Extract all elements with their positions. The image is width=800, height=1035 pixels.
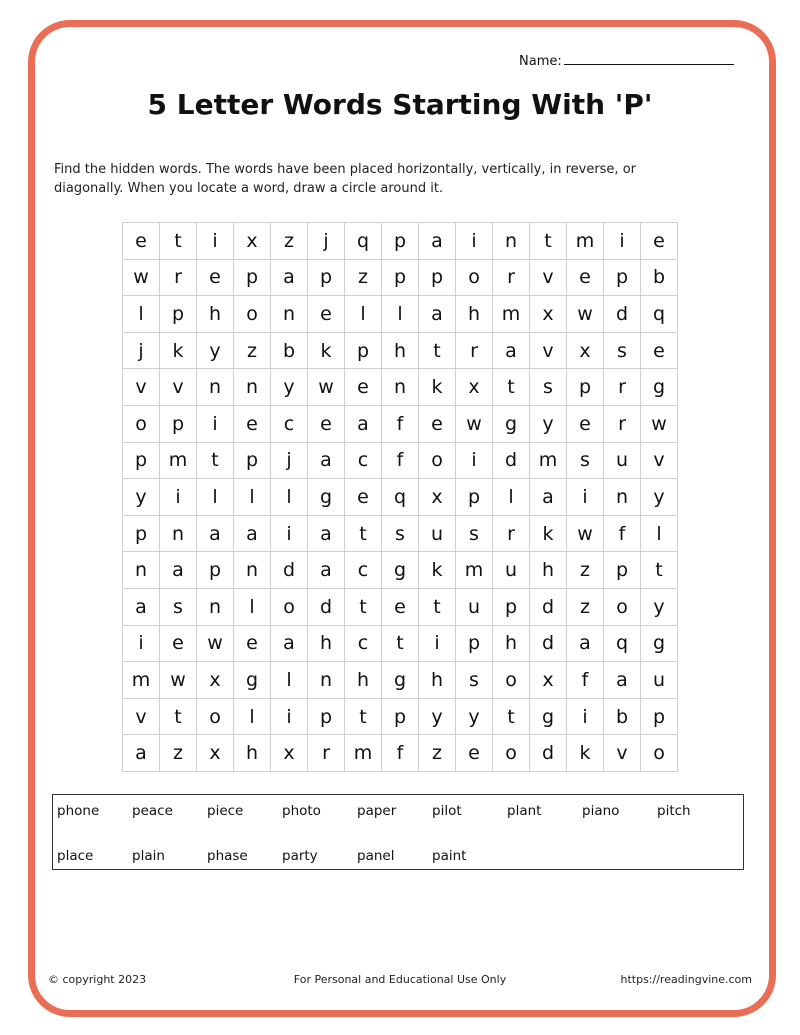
grid-cell[interactable]: y [641, 589, 678, 626]
grid-cell[interactable]: n [271, 296, 308, 333]
grid-cell[interactable]: s [456, 662, 493, 699]
grid-cell[interactable]: v [604, 735, 641, 772]
grid-cell[interactable]: z [160, 735, 197, 772]
grid-cell[interactable]: i [160, 479, 197, 516]
grid-cell[interactable]: n [160, 516, 197, 553]
grid-cell[interactable]: y [123, 479, 160, 516]
grid-cell[interactable]: l [271, 662, 308, 699]
grid-cell[interactable]: a [123, 735, 160, 772]
grid-cell[interactable]: h [382, 333, 419, 370]
grid-cell[interactable]: j [271, 443, 308, 480]
grid-cell[interactable]: h [345, 662, 382, 699]
grid-cell[interactable]: g [641, 626, 678, 663]
grid-cell[interactable]: t [345, 516, 382, 553]
grid-cell[interactable]: e [419, 406, 456, 443]
grid-cell[interactable]: q [641, 296, 678, 333]
grid-cell[interactable]: d [530, 626, 567, 663]
grid-cell[interactable]: f [567, 662, 604, 699]
grid-cell[interactable]: v [160, 369, 197, 406]
word-bank-item: piano [582, 803, 620, 819]
grid-cell[interactable]: o [271, 589, 308, 626]
grid-cell[interactable]: e [160, 626, 197, 663]
grid-cell[interactable]: p [641, 699, 678, 736]
grid-cell[interactable]: f [382, 735, 419, 772]
grid-cell[interactable]: q [382, 479, 419, 516]
grid-cell[interactable]: d [604, 296, 641, 333]
grid-cell[interactable]: t [493, 699, 530, 736]
word-bank-item: paint [432, 848, 467, 864]
grid-cell[interactable]: a [271, 260, 308, 297]
grid-cell[interactable]: i [123, 626, 160, 663]
grid-cell[interactable]: x [197, 735, 234, 772]
grid-cell[interactable]: y [530, 406, 567, 443]
grid-cell[interactable]: p [123, 516, 160, 553]
grid-cell[interactable]: l [382, 296, 419, 333]
grid-cell[interactable]: a [234, 516, 271, 553]
grid-cell[interactable]: n [382, 369, 419, 406]
grid-cell[interactable]: v [530, 333, 567, 370]
grid-cell[interactable]: e [345, 369, 382, 406]
grid-cell[interactable]: y [456, 699, 493, 736]
grid-cell[interactable]: j [123, 333, 160, 370]
grid-cell[interactable]: i [567, 699, 604, 736]
grid-cell[interactable]: s [160, 589, 197, 626]
grid-cell[interactable]: p [604, 260, 641, 297]
word-bank-item: pilot [432, 803, 462, 819]
grid-cell[interactable]: w [567, 296, 604, 333]
grid-cell[interactable]: l [271, 479, 308, 516]
grid-cell[interactable]: i [604, 223, 641, 260]
grid-cell[interactable]: d [493, 443, 530, 480]
word-bank-item: place [57, 848, 94, 864]
grid-cell[interactable]: w [123, 260, 160, 297]
grid-cell[interactable]: c [345, 552, 382, 589]
grid-cell[interactable]: r [493, 516, 530, 553]
grid-cell[interactable]: m [567, 223, 604, 260]
grid-cell[interactable]: r [604, 369, 641, 406]
grid-cell[interactable]: p [604, 552, 641, 589]
word-bank-item: paper [357, 803, 397, 819]
grid-cell[interactable]: e [308, 406, 345, 443]
grid-cell[interactable]: p [567, 369, 604, 406]
grid-cell[interactable]: k [308, 333, 345, 370]
grid-cell[interactable]: e [641, 333, 678, 370]
grid-cell[interactable]: g [382, 662, 419, 699]
instructions: Find the hidden words. The words have been placed horizontally, vertically, in reverse, or diagonally. When you locate a word, draw a circle around it. [54, 162, 636, 196]
grid-cell[interactable]: s [604, 333, 641, 370]
grid-cell[interactable]: p [123, 443, 160, 480]
word-bank-item: pitch [657, 803, 691, 819]
grid-cell[interactable]: u [456, 589, 493, 626]
grid-cell[interactable]: n [197, 589, 234, 626]
grid-cell[interactable]: u [641, 662, 678, 699]
grid-cell[interactable]: p [234, 260, 271, 297]
grid-cell[interactable]: h [456, 296, 493, 333]
grid-cell[interactable]: t [419, 333, 456, 370]
grid-cell[interactable]: q [345, 223, 382, 260]
grid-cell[interactable]: t [641, 552, 678, 589]
grid-cell[interactable]: a [123, 589, 160, 626]
grid-cell[interactable]: t [493, 369, 530, 406]
grid-cell[interactable]: t [160, 223, 197, 260]
grid-cell[interactable]: p [160, 296, 197, 333]
grid-cell[interactable]: e [345, 479, 382, 516]
grid-cell[interactable]: e [567, 406, 604, 443]
word-bank-item: panel [357, 848, 395, 864]
word-bank-item: plain [132, 848, 165, 864]
grid-cell[interactable]: n [123, 552, 160, 589]
grid-cell[interactable]: i [197, 223, 234, 260]
grid-cell[interactable]: i [271, 699, 308, 736]
grid-cell[interactable]: x [530, 662, 567, 699]
grid-cell[interactable]: a [160, 552, 197, 589]
grid-cell[interactable]: p [456, 479, 493, 516]
grid-cell[interactable]: m [123, 662, 160, 699]
grid-cell[interactable]: p [493, 589, 530, 626]
grid-cell[interactable]: k [530, 516, 567, 553]
name-label: Name: [519, 54, 562, 69]
grid-cell[interactable]: c [345, 443, 382, 480]
grid-cell[interactable]: k [419, 552, 456, 589]
grid-cell[interactable]: l [493, 479, 530, 516]
grid-cell[interactable]: r [160, 260, 197, 297]
grid-cell[interactable]: h [197, 296, 234, 333]
name-field[interactable] [519, 52, 734, 69]
grid-cell[interactable]: l [345, 296, 382, 333]
grid-cell[interactable]: n [234, 552, 271, 589]
grid-cell[interactable]: z [271, 223, 308, 260]
name-blank-line[interactable] [564, 52, 734, 65]
word-bank-item: party [282, 848, 318, 864]
grid-cell[interactable]: g [493, 406, 530, 443]
grid-cell[interactable]: t [530, 223, 567, 260]
grid-cell[interactable]: u [604, 443, 641, 480]
word-bank-item: photo [282, 803, 321, 819]
page-title: 5 Letter Words Starting With 'P' [147, 88, 653, 121]
grid-cell[interactable]: n [493, 223, 530, 260]
grid-cell[interactable]: e [234, 626, 271, 663]
grid-cell[interactable]: f [604, 516, 641, 553]
grid-cell[interactable]: i [197, 406, 234, 443]
grid-cell[interactable]: l [641, 516, 678, 553]
grid-cell[interactable]: x [197, 662, 234, 699]
grid-cell[interactable]: u [493, 552, 530, 589]
grid-cell[interactable]: e [456, 735, 493, 772]
grid-cell[interactable]: g [530, 699, 567, 736]
grid-cell[interactable]: t [345, 589, 382, 626]
grid-cell[interactable]: l [234, 479, 271, 516]
grid-cell[interactable]: a [419, 296, 456, 333]
grid-cell[interactable]: d [308, 589, 345, 626]
grid-cell[interactable]: r [493, 260, 530, 297]
grid-cell[interactable]: d [530, 589, 567, 626]
grid-cell[interactable]: k [419, 369, 456, 406]
grid-cell[interactable]: y [641, 479, 678, 516]
grid-cell[interactable]: a [308, 552, 345, 589]
grid-cell[interactable]: o [604, 589, 641, 626]
word-bank [52, 794, 744, 870]
grid-cell[interactable]: k [160, 333, 197, 370]
grid-cell[interactable]: g [641, 369, 678, 406]
grid-cell[interactable]: y [271, 369, 308, 406]
grid-cell[interactable]: x [419, 479, 456, 516]
grid-cell[interactable]: s [567, 443, 604, 480]
grid-cell[interactable]: y [197, 333, 234, 370]
grid-cell[interactable]: m [456, 552, 493, 589]
grid-cell[interactable]: o [641, 735, 678, 772]
grid-cell[interactable]: x [567, 333, 604, 370]
grid-cell[interactable]: o [197, 699, 234, 736]
grid-cell[interactable]: o [123, 406, 160, 443]
grid-cell[interactable]: b [641, 260, 678, 297]
grid-cell[interactable]: x [530, 296, 567, 333]
grid-cell[interactable]: v [123, 699, 160, 736]
grid-cell[interactable]: a [271, 626, 308, 663]
grid-cell[interactable]: f [382, 443, 419, 480]
grid-cell[interactable]: a [345, 406, 382, 443]
grid-cell[interactable]: m [493, 296, 530, 333]
grid-cell[interactable]: p [345, 333, 382, 370]
grid-cell[interactable]: p [197, 552, 234, 589]
grid-cell[interactable]: z [567, 589, 604, 626]
grid-cell[interactable]: n [234, 369, 271, 406]
grid-cell[interactable]: t [160, 699, 197, 736]
grid-cell[interactable]: v [641, 443, 678, 480]
grid-cell[interactable]: p [160, 406, 197, 443]
grid-cell[interactable]: l [197, 479, 234, 516]
grid-cell[interactable]: i [419, 626, 456, 663]
grid-cell[interactable]: g [308, 479, 345, 516]
grid-cell[interactable]: w [567, 516, 604, 553]
grid-cell[interactable]: p [382, 699, 419, 736]
grid-cell[interactable]: i [271, 516, 308, 553]
grid-cell[interactable]: d [271, 552, 308, 589]
grid-cell[interactable]: i [567, 479, 604, 516]
grid-cell[interactable]: n [604, 479, 641, 516]
grid-cell[interactable]: a [308, 516, 345, 553]
grid-cell[interactable]: x [456, 369, 493, 406]
grid-cell[interactable]: l [234, 699, 271, 736]
grid-cell[interactable]: o [493, 662, 530, 699]
word-search-grid [122, 222, 678, 772]
grid-cell[interactable]: p [234, 443, 271, 480]
word-bank-item: piece [207, 803, 244, 819]
grid-cell[interactable]: h [530, 552, 567, 589]
grid-cell[interactable]: e [567, 260, 604, 297]
grid-cell[interactable]: a [530, 479, 567, 516]
grid-cell[interactable]: p [382, 260, 419, 297]
grid-cell[interactable]: l [123, 296, 160, 333]
grid-cell[interactable]: v [530, 260, 567, 297]
word-bank-item: plant [507, 803, 542, 819]
grid-cell[interactable]: i [456, 223, 493, 260]
grid-cell[interactable]: t [419, 589, 456, 626]
grid-cell[interactable]: f [382, 406, 419, 443]
grid-cell[interactable]: s [530, 369, 567, 406]
grid-cell[interactable]: r [456, 333, 493, 370]
grid-cell[interactable]: t [345, 699, 382, 736]
grid-cell[interactable]: u [419, 516, 456, 553]
grid-cell[interactable]: a [197, 516, 234, 553]
grid-cell[interactable]: m [530, 443, 567, 480]
word-bank-item: phase [207, 848, 248, 864]
word-bank-item: phone [57, 803, 100, 819]
grid-cell[interactable]: t [382, 626, 419, 663]
grid-cell[interactable]: h [234, 735, 271, 772]
grid-cell[interactable]: c [345, 626, 382, 663]
grid-cell[interactable]: a [567, 626, 604, 663]
copyright-text: © copyright 2023 [48, 973, 147, 986]
grid-cell[interactable]: e [234, 406, 271, 443]
grid-cell[interactable]: m [345, 735, 382, 772]
grid-cell[interactable]: e [308, 296, 345, 333]
grid-cell[interactable]: b [604, 699, 641, 736]
grid-cell[interactable]: s [382, 516, 419, 553]
grid-cell[interactable]: a [493, 333, 530, 370]
grid-cell[interactable]: o [234, 296, 271, 333]
grid-cell[interactable]: w [641, 406, 678, 443]
grid-cell[interactable]: a [419, 223, 456, 260]
grid-cell[interactable]: g [234, 662, 271, 699]
grid-cell[interactable]: t [197, 443, 234, 480]
grid-cell[interactable]: c [271, 406, 308, 443]
grid-cell[interactable]: s [456, 516, 493, 553]
grid-cell[interactable]: j [308, 223, 345, 260]
grid-cell[interactable]: p [382, 223, 419, 260]
grid-cell[interactable]: a [604, 662, 641, 699]
site-url[interactable]: https://readingvine.com [620, 973, 752, 986]
grid-cell[interactable]: q [604, 626, 641, 663]
grid-cell[interactable]: z [345, 260, 382, 297]
grid-cell[interactable]: e [641, 223, 678, 260]
grid-cell[interactable]: w [308, 369, 345, 406]
grid-cell[interactable]: y [419, 699, 456, 736]
grid-cell[interactable]: x [271, 735, 308, 772]
grid-cell[interactable]: z [419, 735, 456, 772]
grid-cell[interactable]: z [234, 333, 271, 370]
grid-cell[interactable]: w [197, 626, 234, 663]
grid-cell[interactable]: l [234, 589, 271, 626]
grid-cell[interactable]: z [567, 552, 604, 589]
grid-cell[interactable]: b [271, 333, 308, 370]
grid-cell[interactable]: p [419, 260, 456, 297]
grid-cell[interactable]: n [308, 662, 345, 699]
grid-cell[interactable]: p [308, 260, 345, 297]
grid-cell[interactable]: n [197, 369, 234, 406]
grid-cell[interactable]: o [419, 443, 456, 480]
grid-cell[interactable]: r [308, 735, 345, 772]
grid-cell[interactable]: e [123, 223, 160, 260]
grid-cell[interactable]: h [308, 626, 345, 663]
grid-cell[interactable]: r [604, 406, 641, 443]
grid-cell[interactable]: p [308, 699, 345, 736]
grid-cell[interactable]: p [456, 626, 493, 663]
grid-cell[interactable]: w [456, 406, 493, 443]
grid-cell[interactable]: m [160, 443, 197, 480]
grid-cell[interactable]: o [456, 260, 493, 297]
grid-cell[interactable]: i [456, 443, 493, 480]
usage-note: For Personal and Educational Use Only [293, 973, 507, 986]
grid-cell[interactable]: e [382, 589, 419, 626]
word-bank-item: peace [132, 803, 173, 819]
grid-cell[interactable]: v [123, 369, 160, 406]
grid-cell[interactable]: e [197, 260, 234, 297]
grid-cell[interactable]: h [419, 662, 456, 699]
grid-cell[interactable]: k [567, 735, 604, 772]
grid-cell[interactable]: d [530, 735, 567, 772]
grid-cell[interactable]: a [308, 443, 345, 480]
grid-cell[interactable]: h [493, 626, 530, 663]
grid-cell[interactable]: g [382, 552, 419, 589]
grid-cell[interactable]: w [160, 662, 197, 699]
grid-cell[interactable]: o [493, 735, 530, 772]
grid-cell[interactable]: x [234, 223, 271, 260]
